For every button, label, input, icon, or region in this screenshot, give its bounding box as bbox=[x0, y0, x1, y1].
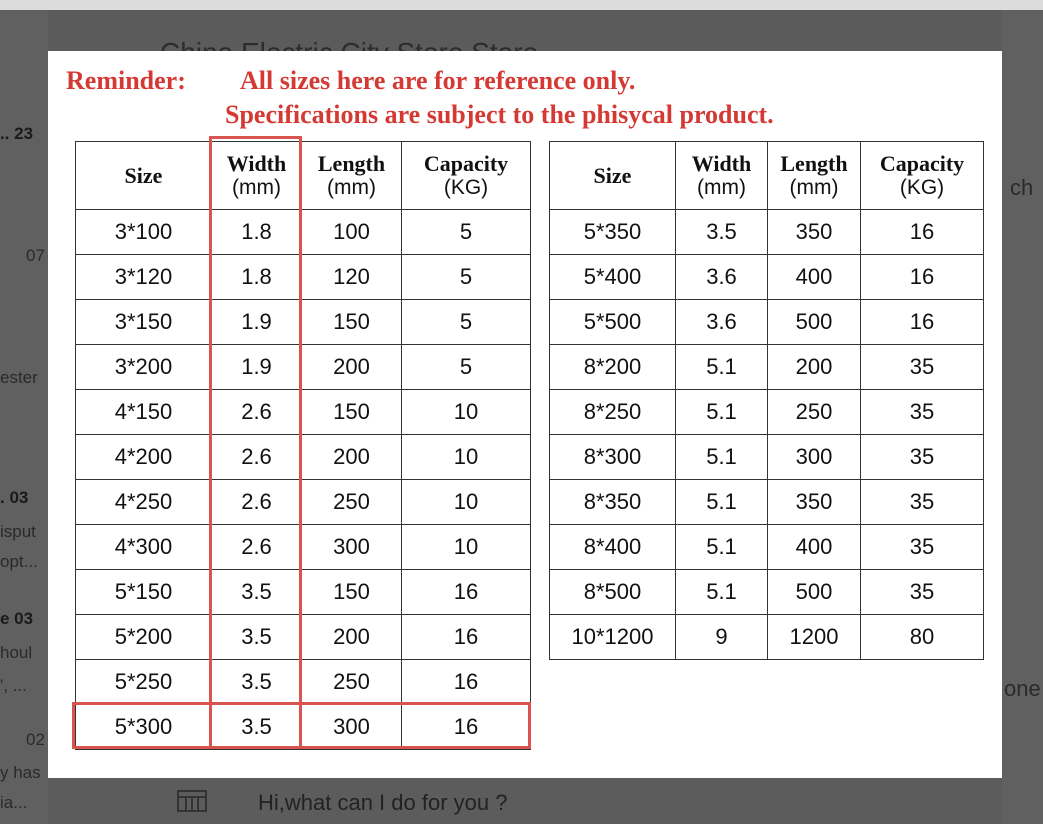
size-cell: 8*300 bbox=[550, 435, 676, 480]
size-cell: 4*200 bbox=[76, 435, 212, 480]
length-cell: 150 bbox=[302, 570, 402, 615]
width-cell: 5.1 bbox=[676, 435, 768, 480]
width-cell: 5.1 bbox=[676, 525, 768, 570]
chat-store-icon bbox=[176, 788, 208, 814]
table-row bbox=[550, 390, 984, 435]
table-row bbox=[550, 570, 984, 615]
width-cell: 1.9 bbox=[212, 345, 302, 390]
table-row bbox=[550, 525, 984, 570]
header-capacity: Capacity (KG) bbox=[402, 142, 531, 210]
size-cell: 5*400 bbox=[550, 255, 676, 300]
table-row bbox=[76, 255, 531, 300]
size-table-left bbox=[75, 141, 531, 750]
capacity-cell: 35 bbox=[861, 435, 984, 480]
table-row bbox=[76, 615, 531, 660]
reminder-line-1: All sizes here are for reference only. bbox=[240, 66, 636, 95]
capacity-cell: 16 bbox=[402, 660, 531, 705]
capacity-cell: 80 bbox=[861, 615, 984, 660]
background-list-item[interactable]: 07 bbox=[26, 246, 45, 265]
size-cell: 10*1200 bbox=[550, 615, 676, 660]
size-table-right bbox=[549, 141, 984, 660]
width-cell: 3.5 bbox=[212, 660, 302, 705]
width-cell: 5.1 bbox=[676, 390, 768, 435]
length-cell: 150 bbox=[302, 300, 402, 345]
background-list-item[interactable]: isput bbox=[0, 522, 36, 541]
size-chart-modal bbox=[48, 51, 1002, 778]
size-cell: 8*500 bbox=[550, 570, 676, 615]
width-cell: 9 bbox=[676, 615, 768, 660]
header-capacity: Capacity (KG) bbox=[861, 142, 984, 210]
width-cell: 3.5 bbox=[676, 210, 768, 255]
length-cell: 500 bbox=[768, 300, 861, 345]
size-cell: 3*120 bbox=[76, 255, 212, 300]
capacity-cell: 16 bbox=[861, 255, 984, 300]
background-list-item[interactable]: y has bbox=[0, 763, 41, 782]
capacity-cell: 16 bbox=[402, 705, 531, 750]
capacity-cell: 35 bbox=[861, 345, 984, 390]
size-cell: 3*150 bbox=[76, 300, 212, 345]
width-cell: 1.9 bbox=[212, 300, 302, 345]
width-cell: 5.1 bbox=[676, 345, 768, 390]
table-row bbox=[76, 390, 531, 435]
length-cell: 400 bbox=[768, 255, 861, 300]
table-row bbox=[550, 210, 984, 255]
capacity-cell: 35 bbox=[861, 525, 984, 570]
capacity-cell: 35 bbox=[861, 570, 984, 615]
width-cell: 1.8 bbox=[212, 255, 302, 300]
length-cell: 300 bbox=[302, 705, 402, 750]
capacity-cell: 5 bbox=[402, 300, 531, 345]
background-list-item[interactable]: .. 23 bbox=[0, 124, 34, 143]
capacity-cell: 35 bbox=[861, 390, 984, 435]
length-cell: 500 bbox=[768, 570, 861, 615]
table-row bbox=[76, 345, 531, 390]
length-cell: 300 bbox=[302, 525, 402, 570]
capacity-cell: 5 bbox=[402, 255, 531, 300]
width-cell: 1.8 bbox=[212, 210, 302, 255]
length-cell: 350 bbox=[768, 210, 861, 255]
capacity-cell: 10 bbox=[402, 390, 531, 435]
capacity-cell: 10 bbox=[402, 525, 531, 570]
header-width: Width (mm) bbox=[676, 142, 768, 210]
length-cell: 120 bbox=[302, 255, 402, 300]
size-cell: 8*400 bbox=[550, 525, 676, 570]
browser-top-bar bbox=[0, 0, 1043, 10]
length-cell: 200 bbox=[768, 345, 861, 390]
background-list-item[interactable]: houl bbox=[0, 643, 33, 662]
table-row bbox=[550, 615, 984, 660]
table-row bbox=[76, 660, 531, 705]
width-cell: 3.5 bbox=[212, 705, 302, 750]
chat-prompt-text[interactable]: Hi,what can I do for you ? bbox=[258, 790, 508, 815]
background-list-item[interactable]: ester bbox=[0, 368, 38, 387]
background-list-item[interactable]: ia... bbox=[0, 793, 28, 812]
background-list-item[interactable]: ', ... bbox=[0, 676, 27, 695]
table-row bbox=[76, 705, 531, 750]
width-cell: 3.5 bbox=[212, 615, 302, 660]
capacity-cell: 10 bbox=[402, 480, 531, 525]
size-cell: 4*150 bbox=[76, 390, 212, 435]
size-cell: 3*100 bbox=[76, 210, 212, 255]
size-cell: 4*300 bbox=[76, 525, 212, 570]
table-row bbox=[76, 570, 531, 615]
width-cell: 3.6 bbox=[676, 300, 768, 345]
size-cell: 5*150 bbox=[76, 570, 212, 615]
header-length: Length (mm) bbox=[768, 142, 861, 210]
width-cell: 3.5 bbox=[212, 570, 302, 615]
size-cell: 5*300 bbox=[76, 705, 212, 750]
capacity-cell: 35 bbox=[861, 480, 984, 525]
length-cell: 1200 bbox=[768, 615, 861, 660]
table-row bbox=[76, 210, 531, 255]
size-cell: 3*200 bbox=[76, 345, 212, 390]
header-width: Width (mm) bbox=[212, 142, 302, 210]
length-cell: 250 bbox=[302, 660, 402, 705]
width-cell: 3.6 bbox=[676, 255, 768, 300]
table-row bbox=[76, 300, 531, 345]
table-row bbox=[76, 480, 531, 525]
width-cell: 5.1 bbox=[676, 570, 768, 615]
capacity-cell: 5 bbox=[402, 345, 531, 390]
table-row bbox=[550, 435, 984, 480]
length-cell: 400 bbox=[768, 525, 861, 570]
length-cell: 100 bbox=[302, 210, 402, 255]
header-size: Size bbox=[76, 142, 212, 210]
size-cell: 5*250 bbox=[76, 660, 212, 705]
size-cell: 5*500 bbox=[550, 300, 676, 345]
header-length: Length (mm) bbox=[302, 142, 402, 210]
width-cell: 2.6 bbox=[212, 480, 302, 525]
table-row bbox=[76, 525, 531, 570]
table-row bbox=[550, 480, 984, 525]
background-list-item[interactable]: e 03 bbox=[0, 609, 34, 628]
capacity-cell: 10 bbox=[402, 435, 531, 480]
length-cell: 350 bbox=[768, 480, 861, 525]
table-row bbox=[550, 345, 984, 390]
reminder-line-2: Specifications are subject to the phisycal product. bbox=[225, 100, 774, 129]
width-cell: 5.1 bbox=[676, 480, 768, 525]
width-cell: 2.6 bbox=[212, 390, 302, 435]
size-cell: 8*350 bbox=[550, 480, 676, 525]
capacity-cell: 16 bbox=[402, 570, 531, 615]
header-size: Size bbox=[550, 142, 676, 210]
length-cell: 200 bbox=[302, 435, 402, 480]
background-list-item[interactable]: 02 bbox=[26, 730, 45, 749]
table-row bbox=[76, 435, 531, 480]
capacity-cell: 16 bbox=[861, 210, 984, 255]
length-cell: 300 bbox=[768, 435, 861, 480]
width-cell: 2.6 bbox=[212, 435, 302, 480]
background-right-item[interactable]: one bbox=[1004, 676, 1041, 701]
size-cell: 8*250 bbox=[550, 390, 676, 435]
capacity-cell: 5 bbox=[402, 210, 531, 255]
length-cell: 150 bbox=[302, 390, 402, 435]
length-cell: 250 bbox=[302, 480, 402, 525]
length-cell: 250 bbox=[768, 390, 861, 435]
size-cell: 5*350 bbox=[550, 210, 676, 255]
length-cell: 200 bbox=[302, 615, 402, 660]
width-cell: 2.6 bbox=[212, 525, 302, 570]
background-right-item[interactable]: ch bbox=[1010, 175, 1034, 200]
table-row bbox=[550, 255, 984, 300]
capacity-cell: 16 bbox=[402, 615, 531, 660]
length-cell: 200 bbox=[302, 345, 402, 390]
size-cell: 8*200 bbox=[550, 345, 676, 390]
capacity-cell: 16 bbox=[861, 300, 984, 345]
table-row bbox=[550, 300, 984, 345]
size-cell: 5*200 bbox=[76, 615, 212, 660]
size-cell: 4*250 bbox=[76, 480, 212, 525]
background-list-item[interactable]: opt... bbox=[0, 552, 38, 571]
reminder-label: Reminder: bbox=[66, 66, 186, 95]
background-list-item[interactable]: . 03 bbox=[0, 488, 29, 507]
